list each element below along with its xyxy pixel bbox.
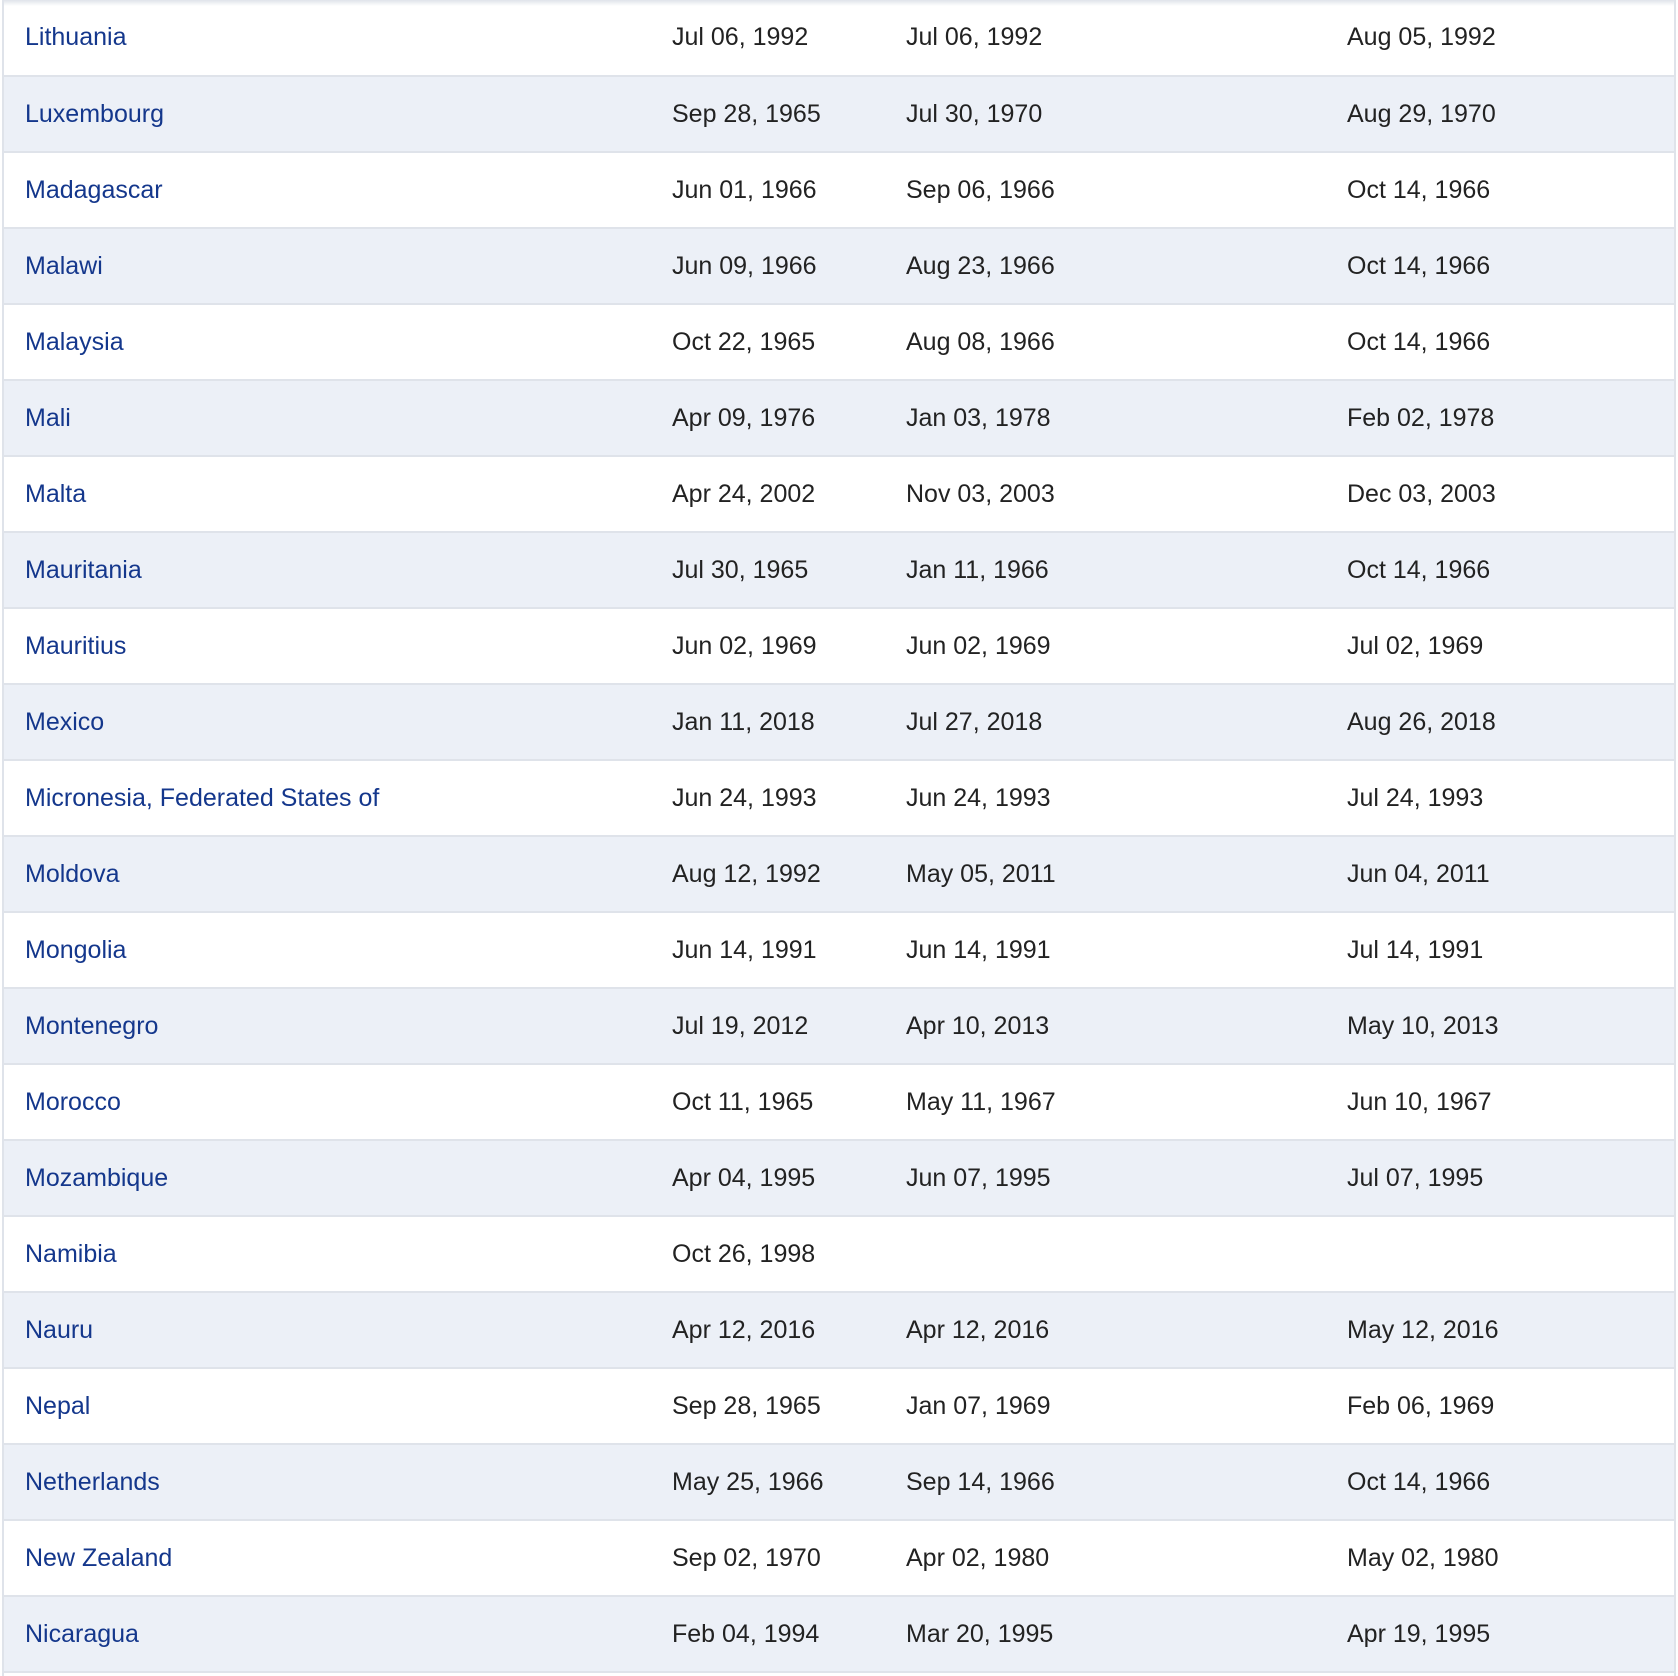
signature-date-cell: Jul 19, 2012 [672, 988, 906, 1064]
table-row [4, 1368, 1674, 1444]
entry-into-force-date-cell: Jul 02, 1969 [1347, 608, 1674, 684]
signature-date-cell: Sep 02, 1970 [672, 1520, 906, 1596]
country-cell [4, 684, 672, 760]
country-link[interactable]: Malaysia [25, 327, 124, 356]
signature-date-cell: Oct 26, 1998 [672, 1216, 906, 1292]
deposit-date-cell: Jun 02, 1969 [906, 608, 1347, 684]
deposit-date-cell [906, 1216, 1347, 1292]
entry-into-force-date-cell: May 02, 1980 [1347, 1520, 1674, 1596]
signature-date-cell: Feb 04, 1994 [672, 1596, 906, 1672]
deposit-date-cell: Jun 24, 1993 [906, 760, 1347, 836]
country-link[interactable]: Mongolia [25, 935, 127, 964]
signature-date-cell: Apr 04, 1995 [672, 1140, 906, 1216]
country-link[interactable]: Mauritius [25, 631, 127, 660]
signature-date-cell: Oct 11, 1965 [672, 1064, 906, 1140]
country-link[interactable]: Mauritania [25, 555, 142, 584]
country-link[interactable]: Lithuania [25, 23, 127, 51]
signature-date-cell: May 25, 1966 [672, 1444, 906, 1520]
table-row [4, 152, 1674, 228]
signature-date-cell: Jun 14, 1991 [672, 912, 906, 988]
deposit-date-cell: Jun 07, 1995 [906, 1140, 1347, 1216]
table-top-edge [4, 0, 1674, 6]
table-row [4, 1292, 1674, 1368]
table-row [4, 684, 1674, 760]
country-cell [4, 1140, 672, 1216]
entry-into-force-date-cell: Jun 04, 2011 [1347, 836, 1674, 912]
table-row [4, 0, 1674, 76]
table-row [4, 1064, 1674, 1140]
table-row [4, 988, 1674, 1064]
country-cell [4, 1520, 672, 1596]
entry-into-force-date-cell: May 12, 2016 [1347, 1292, 1674, 1368]
deposit-date-cell: Jan 11, 1966 [906, 532, 1347, 608]
table-row [4, 1596, 1674, 1672]
entry-into-force-date-cell: Aug 29, 1970 [1347, 76, 1674, 152]
signature-date-cell: Jun 02, 1969 [672, 608, 906, 684]
member-states-table [4, 0, 1674, 1673]
country-link[interactable]: Nepal [25, 1391, 91, 1420]
table-row [4, 1444, 1674, 1520]
deposit-date-cell: Jan 07, 1969 [906, 1368, 1347, 1444]
signature-date-cell: Sep 28, 1965 [672, 1368, 906, 1444]
deposit-date-cell: May 11, 1967 [906, 1064, 1347, 1140]
deposit-date-cell: Jan 03, 1978 [906, 380, 1347, 456]
country-link[interactable]: Luxembourg [25, 99, 164, 128]
entry-into-force-date-cell: Apr 19, 1995 [1347, 1596, 1674, 1672]
country-link[interactable]: Namibia [25, 1239, 117, 1268]
country-cell [4, 304, 672, 380]
deposit-date-cell: Jul 27, 2018 [906, 684, 1347, 760]
signature-date-cell: Apr 12, 2016 [672, 1292, 906, 1368]
entry-into-force-date-cell: Aug 26, 2018 [1347, 684, 1674, 760]
country-cell [4, 76, 672, 152]
table-row [4, 1216, 1674, 1292]
country-cell [4, 228, 672, 304]
signature-date-cell: Aug 12, 1992 [672, 836, 906, 912]
deposit-date-cell: Sep 06, 1966 [906, 152, 1347, 228]
table-row [4, 1520, 1674, 1596]
entry-into-force-date-cell: Jul 07, 1995 [1347, 1140, 1674, 1216]
entry-into-force-date-cell: Jul 14, 1991 [1347, 912, 1674, 988]
table-row [4, 608, 1674, 684]
country-cell [4, 760, 672, 836]
country-cell [4, 1444, 672, 1520]
member-states-table-container [2, 0, 1676, 1676]
country-link[interactable]: Netherlands [25, 1467, 160, 1496]
country-cell [4, 1596, 672, 1672]
signature-date-cell: Jun 09, 1966 [672, 228, 906, 304]
country-cell [4, 1216, 672, 1292]
country-cell [4, 456, 672, 532]
entry-into-force-date-cell: Feb 02, 1978 [1347, 380, 1674, 456]
country-link[interactable]: Morocco [25, 1087, 121, 1116]
entry-into-force-date-cell: Feb 06, 1969 [1347, 1368, 1674, 1444]
entry-into-force-date-cell: May 10, 2013 [1347, 988, 1674, 1064]
entry-into-force-date-cell: Jun 10, 1967 [1347, 1064, 1674, 1140]
table-row [4, 760, 1674, 836]
signature-date-cell: Apr 24, 2002 [672, 456, 906, 532]
entry-into-force-date-cell: Oct 14, 1966 [1347, 304, 1674, 380]
table-row [4, 456, 1674, 532]
country-link[interactable]: Nicaragua [25, 1619, 139, 1648]
signature-date-cell: Jan 11, 2018 [672, 684, 906, 760]
entry-into-force-date-cell: Oct 14, 1966 [1347, 228, 1674, 304]
table-row [4, 1140, 1674, 1216]
country-cell [4, 532, 672, 608]
table-body [4, 0, 1674, 1672]
deposit-date-cell: Jun 14, 1991 [906, 912, 1347, 988]
deposit-date-cell: Aug 23, 1966 [906, 228, 1347, 304]
deposit-date-cell: Aug 08, 1966 [906, 304, 1347, 380]
country-link[interactable]: Mexico [25, 707, 105, 736]
signature-date-cell: Apr 09, 1976 [672, 380, 906, 456]
deposit-date-cell: Apr 10, 2013 [906, 988, 1347, 1064]
signature-date-cell: Jul 06, 1992 [672, 0, 906, 76]
signature-date-cell: Jul 30, 1965 [672, 532, 906, 608]
table-row [4, 912, 1674, 988]
country-cell [4, 1064, 672, 1140]
country-cell [4, 380, 672, 456]
deposit-date-cell: Apr 12, 2016 [906, 1292, 1347, 1368]
country-link[interactable]: Malta [25, 479, 87, 508]
entry-into-force-date-cell: Aug 05, 1992 [1347, 0, 1674, 76]
deposit-date-cell: Jul 06, 1992 [906, 0, 1347, 76]
country-link[interactable]: Moldova [25, 859, 120, 888]
deposit-date-cell: Mar 20, 1995 [906, 1596, 1347, 1672]
table-row [4, 532, 1674, 608]
country-cell [4, 988, 672, 1064]
table-row [4, 304, 1674, 380]
deposit-date-cell: Sep 14, 1966 [906, 1444, 1347, 1520]
signature-date-cell: Sep 28, 1965 [672, 76, 906, 152]
deposit-date-cell: Nov 03, 2003 [906, 456, 1347, 532]
table-row [4, 836, 1674, 912]
country-cell [4, 1368, 672, 1444]
country-cell [4, 912, 672, 988]
country-link[interactable]: Malawi [25, 251, 103, 280]
table-row [4, 228, 1674, 304]
deposit-date-cell: Jul 30, 1970 [906, 76, 1347, 152]
country-cell [4, 152, 672, 228]
country-cell [4, 0, 672, 76]
signature-date-cell: Jun 01, 1966 [672, 152, 906, 228]
entry-into-force-date-cell: Oct 14, 1966 [1347, 1444, 1674, 1520]
country-link[interactable]: Mozambique [25, 1163, 169, 1192]
country-cell [4, 608, 672, 684]
country-link[interactable]: Montenegro [25, 1011, 159, 1040]
country-link[interactable]: New Zealand [25, 1543, 173, 1572]
signature-date-cell: Jun 24, 1993 [672, 760, 906, 836]
entry-into-force-date-cell: Oct 14, 1966 [1347, 152, 1674, 228]
country-link[interactable]: Nauru [25, 1315, 94, 1344]
entry-into-force-date-cell [1347, 1216, 1674, 1292]
table-row [4, 76, 1674, 152]
deposit-date-cell: Apr 02, 1980 [906, 1520, 1347, 1596]
entry-into-force-date-cell: Jul 24, 1993 [1347, 760, 1674, 836]
entry-into-force-date-cell: Oct 14, 1966 [1347, 532, 1674, 608]
entry-into-force-date-cell: Dec 03, 2003 [1347, 456, 1674, 532]
signature-date-cell: Oct 22, 1965 [672, 304, 906, 380]
table-row [4, 380, 1674, 456]
country-link[interactable]: Mali [25, 403, 71, 432]
country-link[interactable]: Madagascar [25, 175, 163, 204]
deposit-date-cell: May 05, 2011 [906, 836, 1347, 912]
country-cell [4, 1292, 672, 1368]
country-link[interactable]: Micronesia, Federated States of [25, 783, 380, 812]
country-cell [4, 836, 672, 912]
